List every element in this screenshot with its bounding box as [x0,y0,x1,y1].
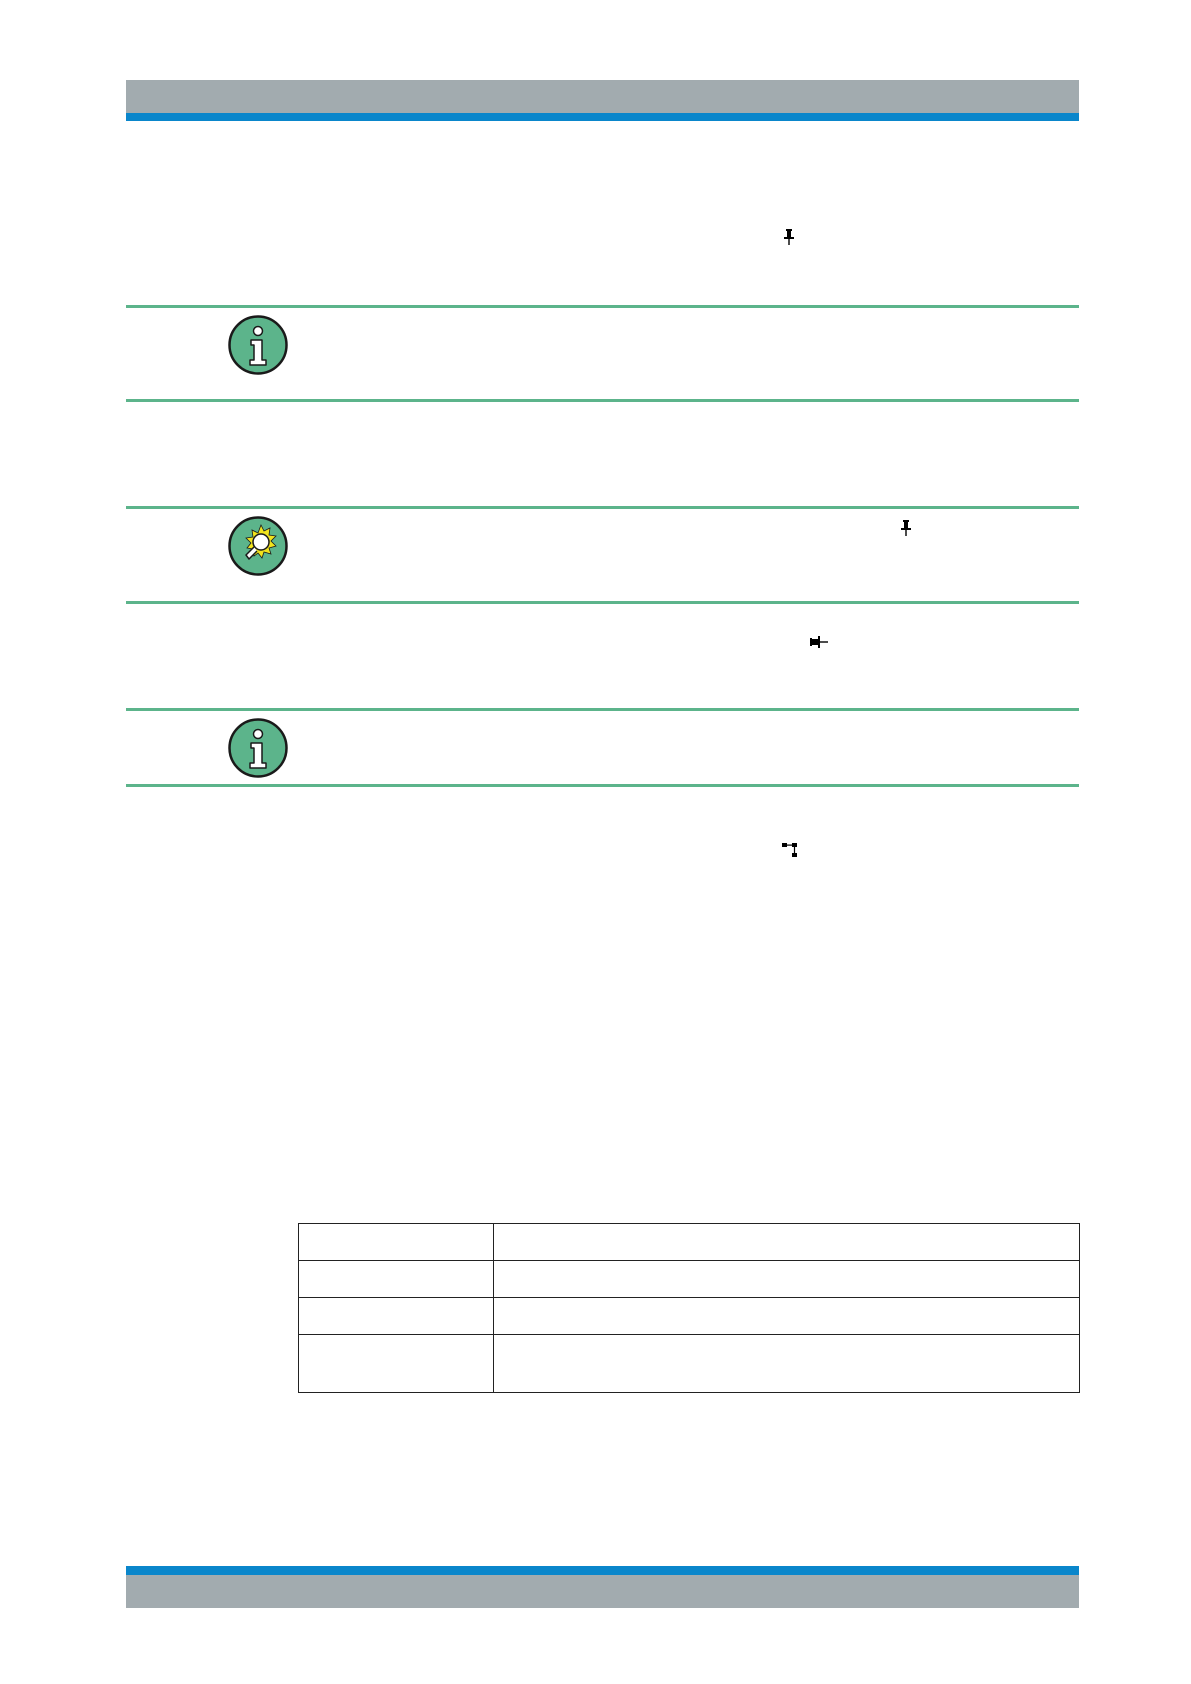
note-bottom-rule [126,784,1079,787]
footer-accent-line [126,1566,1079,1575]
note-top-rule [126,305,1079,308]
tree-structure-icon [782,842,798,858]
table-cell [299,1261,494,1298]
note-top-rule [126,506,1079,509]
table-cell [494,1224,1080,1261]
table-cell [494,1298,1080,1335]
tip-lightbulb-icon [227,515,289,577]
header-accent-line [126,113,1079,121]
table-cell [299,1298,494,1335]
table-row [299,1335,1080,1393]
pushpin-icon [900,520,912,536]
table-cell [494,1261,1080,1298]
table-cell [299,1335,494,1393]
table-row [299,1224,1080,1261]
info-icon [227,717,289,779]
unpin-icon [810,636,828,648]
info-icon [227,314,289,376]
note-top-rule [126,708,1079,711]
note-bottom-rule [126,601,1079,604]
header-band [126,80,1079,113]
table-cell [299,1224,494,1261]
parameter-table [298,1223,1080,1393]
footer-band [126,1575,1079,1608]
note-bottom-rule [126,399,1079,402]
pushpin-icon [783,229,795,245]
table-cell [494,1335,1080,1393]
table-row [299,1298,1080,1335]
table-row [299,1261,1080,1298]
